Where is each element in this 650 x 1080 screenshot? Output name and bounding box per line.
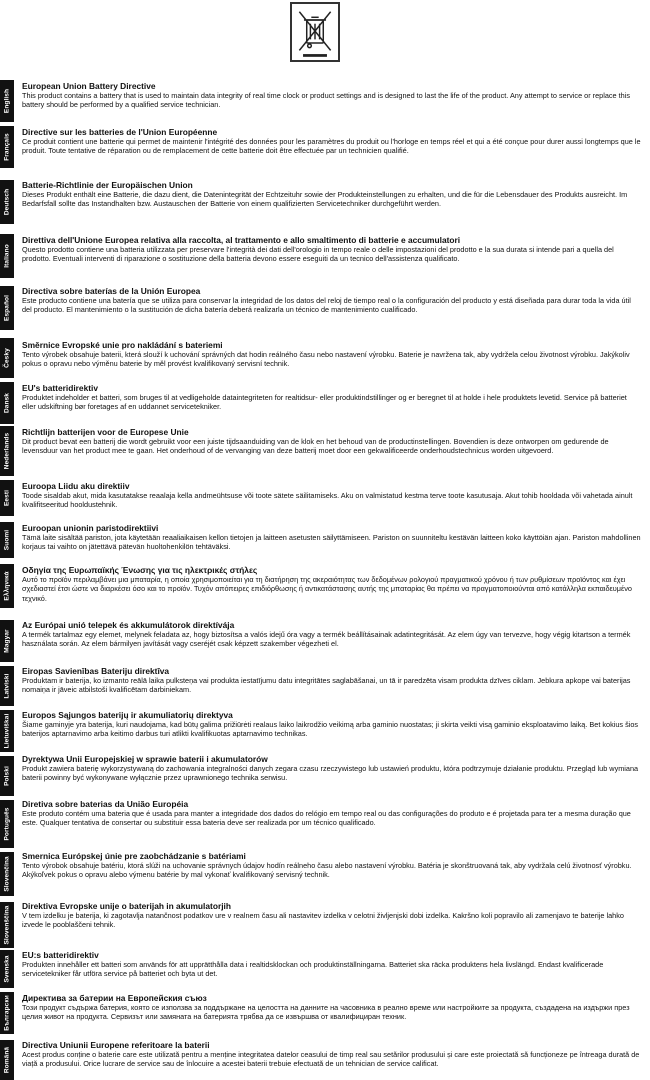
section-body: Tento výrobok obsahuje batériu, ktorá slúži na uchovanie správnych údajov hodín reálneho času alebo nastavení výrobku. Batéria je skonštruovaná tak, aby vydržala celú životnosť výrobku. Akýkoľvek pokus o opravu alebo výmenu batérie by mal vykonať kvalifikovaný servisný technik. <box>22 861 632 880</box>
section-heading: Richtlijn batterijen voor de Europese Unie <box>22 427 189 437</box>
lang-tab: Dansk <box>0 382 14 424</box>
section-body: Dit product bevat een batterij die wordt gebruikt voor een juiste tijdsaanduiding van de klok en het behoud van de productinstellingen. Bovendien is deze ontworpen om gedurende de levensduur van het product mee te gaan. Het onderhoud of de vervanging van deze batterij moet door een gekwalificeerde onderhoudstechnicus worden uitgevoerd. <box>22 437 609 456</box>
directive-section <box>22 565 642 603</box>
directive-section <box>22 286 642 315</box>
section-body: Produktet indeholder et batteri, som bruges til at vedligeholde dataintegriteten for realtidsur- eller produktindstillinger og er beregnet til at holde i hele produktets levetid. Service på batteriet eller udskiftning bør foretages af en uddannet servicetekniker. <box>22 393 627 412</box>
section-body: Este produto contém uma bateria que é usada para manter a integridade dos dados do relógio em tempo real ou das configurações do produto e é projetada para ter a mesma duração que este. Qualquer tentativa de consertar ou substituir essa bateria deve ser realizada por um técnico qualificado. <box>22 809 631 828</box>
section-heading: Direktiva Evropske unije o baterijah in akumulatorjih <box>22 901 231 911</box>
directive-section <box>22 799 642 828</box>
section-body: Questo prodotto contiene una batteria utilizzata per preservare l'integrità dei dati dell'orologio in tempo reale o delle impostazioni del prodotto e la sua durata si intende pari a quella del prodotto. Eventuali interventi di riparazione o sostituzione della batteria devono essere eseguiti da un tecnico dell'assistenza qualificato. <box>22 245 614 264</box>
lang-tab: Slovenščina <box>0 902 14 948</box>
section-heading: Euroopan unionin paristodirektiivi <box>22 523 159 533</box>
section-heading: EU:s batteridirektiv <box>22 950 99 960</box>
lang-tab: Ελληνικά <box>0 564 14 608</box>
section-heading: Smernica Európskej únie pre zaobchádzanie s batériami <box>22 851 246 861</box>
section-body: Ce produit contient une batterie qui permet de maintenir l'intégrité des données pour les paramètres du produit ou l'horloge en temps réel et qui a été conçue pour durer aussi longtemps que le produit. Toute tentative de réparation ou de remplacement de cette batterie doit être effectuée par un technicien qualifié. <box>22 137 641 156</box>
section-heading: Batterie-Richtlinie der Europäischen Union <box>22 180 193 190</box>
section-body: A termék tartalmaz egy elemet, melynek feladata az, hogy biztosítsa a valós idejű óra vagy a termék beállításainak adatintegritását. Az elem úgy van tervezve, hogy végig kitartson a termék használata során. Az elem bármilyen javítását vagy cseréjét csak képzett szakember végezheti el. <box>22 630 631 649</box>
section-heading: European Union Battery Directive <box>22 81 156 91</box>
directive-section <box>22 950 642 979</box>
section-heading: Οδηγία της Ευρωπαϊκής Ένωσης για τις ηλεκτρικές στήλες <box>22 565 258 575</box>
directive-section <box>22 851 642 880</box>
lang-tab: Magyar <box>0 620 14 662</box>
section-body: Este producto contiene una batería que se utiliza para conservar la integridad de los datos del reloj de tiempo real o la configuración del producto y está diseñada para durar toda la vida útil del producto. El mantenimiento o la sustitución de dicha batería deberá realizarla un técnico de mantenimiento cualificado. <box>22 296 631 315</box>
section-body: Šiame gaminyje yra baterija, kuri naudojama, kad būtų galima prižiūrėti realaus laiko laikrodžio veikimą arba gaminio nuostatas; ji skirta veikti visą gaminio eksploatavimo laiką. Bet kokius šios baterijos aptarnavimo arba keitimo darbus turi atlikti kvalifikuotas aptarnavimo technikas. <box>22 720 639 739</box>
section-body: Produktam ir baterija, ko izmanto reālā laika pulksteņa vai produkta iestatījumu datu integritātes saglabāšanai, un tā ir paredzēta visam produkta dzīves ciklam. Jebkura apkope vai baterijas nomaiņa ir jāveic atbilstoši kvalificētam darbiniekam. <box>22 676 631 695</box>
section-heading: Directive sur les batteries de l'Union Européenne <box>22 127 218 137</box>
directive-section <box>22 180 642 209</box>
section-heading: Dyrektywa Unii Europejskiej w sprawie baterii i akumulatorów <box>22 754 268 764</box>
lang-tab: Latviski <box>0 666 14 706</box>
lang-tab: Deutsch <box>0 180 14 224</box>
section-body: V tem izdelku je baterija, ki zagotavlja natančnost podatkov ure v realnem času ali nastavitev izdelka v celotni življenjski dobi izdelka. Kakršno koli popravilo ali zamenjavo te baterije lahko izvede le pooblaščeni tehnik. <box>22 911 624 930</box>
directive-section <box>22 523 642 552</box>
section-body: Tämä laite sisältää pariston, jota käytetään reaaliaikaisen kellon tietojen ja laitteen asetusten säilyttämiseen. Pariston on suunniteltu kestävän laitteen koko käyttöiän ajan. Pariston mahdollinen korjaus tai vaihto on jätettävä pätevän huoltohenkilön tehtäväksi. <box>22 533 641 552</box>
section-heading: Europos Sąjungos baterijų ir akumuliatorių direktyva <box>22 710 233 720</box>
section-body: Αυτό το προϊόν περιλαμβάνει μια μπαταρία, η οποία χρησιμοποιείται για τη διατήρηση της ακεραιότητας των δεδομένων ρολογιού πραγματικού χρόνου ή των ρυθμίσεων προϊόντος και έχει σχεδιαστεί έτσι ώστε να διαρκέσει όσο και το προϊόν. Τυχόν απόπειρες επιδιόρθωσης ή αντικατάστασης αυτής της μπαταρίας θα πρέπει να πραγματοποιούνται από κατάλληλα εκπαιδευμένο τεχνικό. <box>22 575 632 603</box>
directive-section <box>22 481 642 510</box>
section-heading: Diretiva sobre baterias da União Européia <box>22 799 189 809</box>
lang-tab: English <box>0 80 14 122</box>
directive-section <box>22 666 642 695</box>
lang-tab: Slovenčina <box>0 852 14 896</box>
directive-section <box>22 383 642 412</box>
lang-tab: Български <box>0 992 14 1034</box>
directive-section <box>22 235 642 264</box>
section-body: Toode sisaldab akut, mida kasutatakse reaalaja kella andmeühtsuse või toote sätete säilitamiseks. Aku on valmistatud kestma terve toote kasutusaja. Akut tohib hooldada või vahetada ainult kvalifitseeritud hooldustehnik. <box>22 491 633 510</box>
section-body: Acest produs conține o baterie care este utilizată pentru a menține integritatea datelor ceasului de timp real sau setărilor produsului și care este proiectată să funcționeze pe întreaga durată de viață a produsului. Orice lucrare de service sau de înlocuire a acestei baterii trebuie efectuată de un tehnician de service calificat. <box>22 1050 640 1069</box>
section-body: Dieses Produkt enthält eine Batterie, die dazu dient, die Datenintegrität der Echtzeituhr sowie der Produkteinstellungen zu erhalten, und die für die Lebensdauer des Produkts ausreicht. Im Bedarfsfall sollte das Instandhalten bzw. Austauschen der Batterie von einem qualifizierten Servicetechniker durchgeführt werden. <box>22 190 628 209</box>
directive-section <box>22 127 642 156</box>
section-body: This product contains a battery that is used to maintain data integrity of real time clock or product settings and is designed to last the life of the product. Any attempt to service or replace this battery should be performed by a qualified service technician. <box>22 91 630 110</box>
section-heading: Директива за батерии на Европейския съюз <box>22 993 207 1003</box>
lang-tab: Česky <box>0 338 14 378</box>
directive-section <box>22 81 642 110</box>
section-heading: Directiva sobre baterías de la Unión Europea <box>22 286 201 296</box>
section-heading: Eiropas Savienības Bateriju direktīva <box>22 666 170 676</box>
language-tabs <box>0 80 14 1080</box>
section-heading: Direttiva dell'Unione Europea relativa alla raccolta, al trattamento e allo smaltimento di batterie e accumulatori <box>22 235 461 245</box>
directive-section <box>22 340 642 369</box>
lang-tab: Suomi <box>0 522 14 558</box>
section-body: Produkten innehåller ett batteri som används för att upprätthålla data i realtidsklockan och produktinställningarna. Batteriet ska räcka produktens hela livslängd. Endast kvalificerade servicetekniker får utföra service på batteriet och byta ut det. <box>22 960 604 979</box>
section-heading: EU's batteridirektiv <box>22 383 98 393</box>
directive-section <box>22 1040 642 1069</box>
section-body: Tento výrobek obsahuje baterii, která slouží k uchování správných dat hodin reálného času nebo nastavení výrobku. Baterie je navržena tak, aby vydržela celou životnost výrobku. Jakýkoliv pokus o opravu nebo výměnu baterie by měl provést kvalifikovaný servisní technik. <box>22 350 630 369</box>
lang-tab: Lietuviškai <box>0 710 14 752</box>
directive-section <box>22 754 642 783</box>
lang-tab: Eesti <box>0 480 14 516</box>
lang-tab: Nederlands <box>0 426 14 476</box>
directive-section <box>22 427 642 456</box>
crossed-out-bin-icon <box>292 4 338 60</box>
weee-logo <box>290 2 340 62</box>
directive-section <box>22 993 642 1022</box>
lang-tab: Español <box>0 286 14 330</box>
section-heading: Směrnice Evropské unie pro nakládání s bateriemi <box>22 340 223 350</box>
lang-tab: Polski <box>0 756 14 796</box>
directive-section <box>22 710 642 739</box>
section-body: Този продукт съдържа батерия, която се използва за поддържане на целостта на данните на часовника в реално време или настройките за продукта, създадена на издържи през целия живот на продукта. Сервизът или замяната на батерията трябва да се извършва от квалифициран техник. <box>22 1003 630 1022</box>
section-heading: Euroopa Liidu aku direktiiv <box>22 481 130 491</box>
lang-tab: Français <box>0 126 14 168</box>
lang-tab: Svenska <box>0 950 14 988</box>
lang-tab: Italiano <box>0 234 14 278</box>
directive-section <box>22 620 642 649</box>
section-body: Produkt zawiera baterię wykorzystywaną do zachowania integralności danych zegara czasu rzeczywistego lub ustawień produktu, która podtrzymuje działanie produktu. Przegląd lub wymiana baterii powinny być wykonywane wyłącznie przez uprawnionego technika serwisu. <box>22 764 639 783</box>
section-heading: Directiva Uniunii Europene referitoare la baterii <box>22 1040 210 1050</box>
section-heading: Az Európai unió telepek és akkumulátorok direktívája <box>22 620 235 630</box>
directive-section <box>22 901 642 930</box>
lang-tab: Português <box>0 800 14 848</box>
lang-tab: Română <box>0 1040 14 1080</box>
